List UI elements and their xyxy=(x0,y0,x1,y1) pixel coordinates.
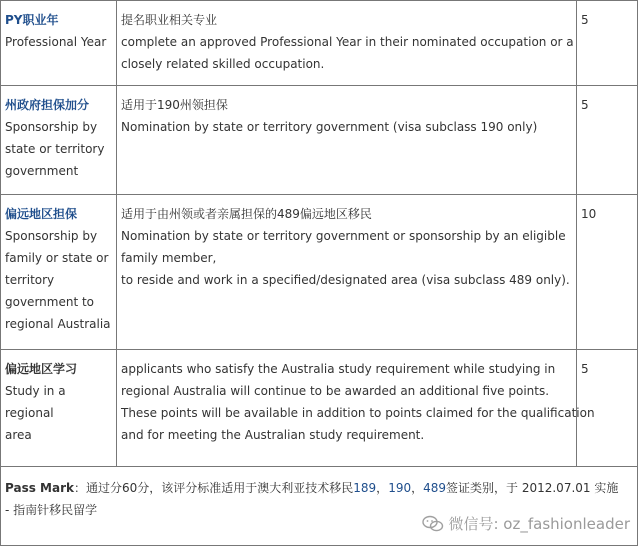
description-cell xyxy=(117,86,577,195)
criterion-cell xyxy=(1,1,117,86)
description-line: family member, xyxy=(121,251,217,265)
description-line: complete an approved Professional Year in their nominated occupation or a xyxy=(121,35,574,49)
criterion-cell xyxy=(1,195,117,350)
wechat-icon xyxy=(422,515,444,533)
criterion-title-zh: 偏远地区担保 xyxy=(5,207,78,221)
table-row xyxy=(1,195,638,350)
criterion-cell xyxy=(1,350,117,467)
description-line: to reside and work in a specified/designated area (visa subclass 489 only). xyxy=(121,273,570,287)
watermark-text: 微信号: oz_fashionleader xyxy=(448,515,630,533)
criterion-title-en-line: Study in a regional xyxy=(5,384,66,420)
criterion-title-en: Professional Year xyxy=(5,35,107,49)
description-line: 提名职业相关专业 xyxy=(121,13,218,27)
table-row xyxy=(1,1,638,86)
separator: ， xyxy=(411,481,424,495)
description-cell xyxy=(117,195,577,350)
description-cell xyxy=(117,1,577,86)
wechat-watermark xyxy=(422,513,630,534)
criterion-title-zh: 偏远地区学习 xyxy=(5,362,78,376)
criterion-title-en-line: territory xyxy=(5,273,55,287)
table-row xyxy=(1,86,638,195)
description-line: and for meeting the Australian study requirement. xyxy=(121,428,425,442)
description-line: These points will be available in addition to points claimed for the qualification xyxy=(121,406,595,420)
points-cell: 5 xyxy=(577,1,638,86)
points-cell: 5 xyxy=(577,350,638,467)
points-cell: 5 xyxy=(577,86,638,195)
criterion-title-en-line: state or territory xyxy=(5,142,105,156)
description-line: 适用于由州领或者亲属担保的489偏远地区移民 xyxy=(121,207,372,221)
subclass-190-link[interactable]: 190 xyxy=(388,481,412,495)
criterion-title-en-line: area xyxy=(5,428,32,442)
description-line: Nomination by state or territory government or sponsorship by an eligible xyxy=(121,229,566,243)
pass-mark-text-after: 签证类别，于 2012.07.01 实施 xyxy=(446,481,619,495)
pass-mark-text: ：通过分60分，该评分标准适用于澳大利亚技术移民 xyxy=(73,481,354,495)
criterion-title-en-line: Sponsorship by xyxy=(5,120,98,134)
criterion-title-en-line: government xyxy=(5,164,79,178)
criterion-title-zh: PY职业年 xyxy=(5,13,59,27)
criterion-title-en-line: Sponsorship by xyxy=(5,229,98,243)
description-line: closely related skilled occupation. xyxy=(121,57,325,71)
subclass-189-link[interactable]: 189 xyxy=(353,481,377,495)
criterion-cell xyxy=(1,86,117,195)
criterion-title-en-line: family or state or xyxy=(5,251,109,265)
pass-mark-label: Pass Mark xyxy=(5,481,74,495)
description-line: applicants who satisfy the Australia study requirement while studying in xyxy=(121,362,556,376)
points-cell: 10 xyxy=(577,195,638,350)
pass-mark-source: - 指南针移民留学 xyxy=(5,503,98,517)
description-line: 适用于190州领担保 xyxy=(121,98,228,112)
table-row xyxy=(1,350,638,467)
description-line: Nomination by state or territory government (visa subclass 190 only) xyxy=(121,120,538,134)
criterion-title-zh: 州政府担保加分 xyxy=(5,98,90,112)
criterion-title-en-line: government to xyxy=(5,295,95,309)
criterion-title-en-line: regional Australia xyxy=(5,317,111,331)
description-line: regional Australia will continue to be awarded an additional five points. xyxy=(121,384,550,398)
separator: ， xyxy=(376,481,389,495)
subclass-489-link[interactable]: 489 xyxy=(423,481,447,495)
description-cell xyxy=(117,350,595,467)
